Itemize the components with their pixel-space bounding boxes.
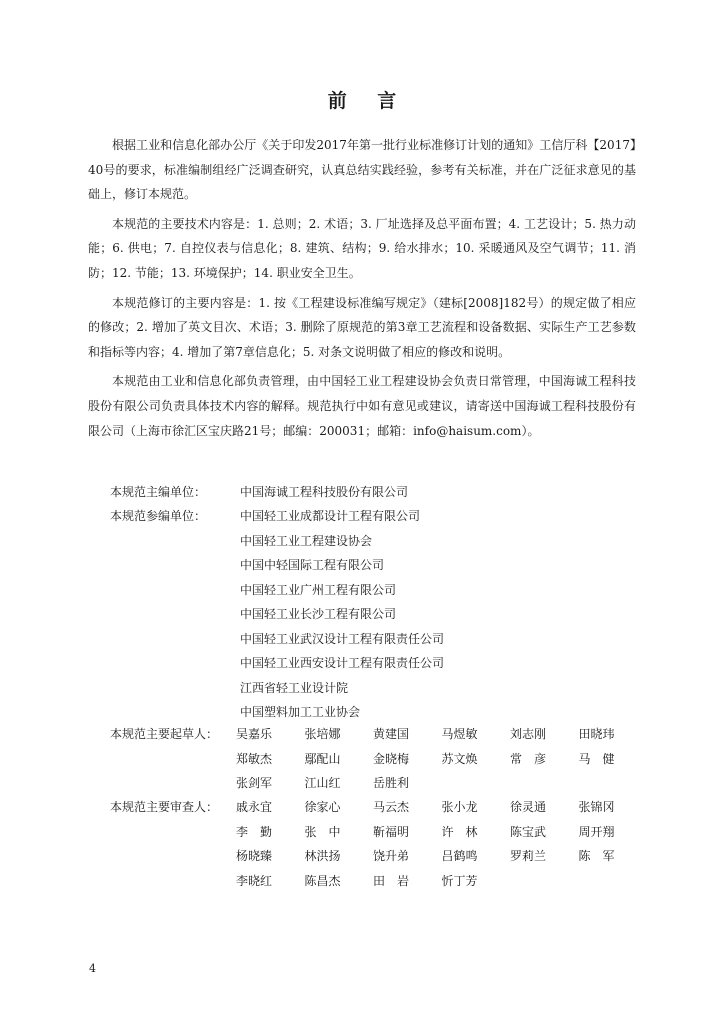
person-name: 陈昌杰 xyxy=(304,873,341,888)
person-name: 吴嘉乐 xyxy=(236,727,273,741)
person-name: 陈 军 xyxy=(578,849,615,863)
person-name: 马煜敏 xyxy=(441,727,478,741)
participating-org: 中国轻工业武汉设计工程有限责任公司 xyxy=(240,631,445,646)
person-name: 田晓玮 xyxy=(578,727,615,741)
person-name: 饶升弟 xyxy=(373,849,410,863)
participating-org: 中国轻工业成都设计工程有限公司 xyxy=(240,509,421,523)
participating-org: 中国轻工业广州工程有限公司 xyxy=(240,582,397,597)
page-title: 前 言 xyxy=(327,90,409,112)
person-name: 陈宝武 xyxy=(510,824,547,839)
paragraph-management: 本规范由工业和信息化部负责管理，由中国轻工业工程建设协会负责日常管理，中国海诚工程科技股份有限公司负责具体技术内容的解释。规范执行中如有意见或建议，请寄送中国海诚工程科技股份有限公司（上海市徐汇区宝庆路21号；邮编：200031；邮箱：info@haisum.com）。 xyxy=(88,374,636,438)
person-name: 李 勤 xyxy=(236,824,273,839)
participating-org: 江西省轻工业设计院 xyxy=(240,680,349,695)
person-name: 张锦冈 xyxy=(578,800,615,814)
person-name: 许 林 xyxy=(441,824,478,839)
person-name: 吕鹤鸣 xyxy=(441,849,478,863)
person-name: 张小龙 xyxy=(441,800,478,814)
person-name: 刘志刚 xyxy=(510,727,547,741)
person-name: 岳胜利 xyxy=(373,776,410,790)
person-name: 靳福明 xyxy=(373,824,410,839)
person-name: 马 健 xyxy=(578,751,615,766)
participating-org: 中国轻工业长沙工程有限公司 xyxy=(240,607,397,621)
person-name: 杨晓臻 xyxy=(236,849,273,863)
person-name: 张剑军 xyxy=(236,776,273,790)
preface-body xyxy=(88,133,636,448)
paragraph-basis: 根据工业和信息化部办公厅《关于印发2017年第一批行业标准修订计划的通知》工信厅科【2017】40号的要求，标准编制组经广泛调查研究，认真总结实践经验，参考有关标准，并在广泛征求意见的基础上，修订本规范。 xyxy=(88,138,636,202)
chief-editor-label: 本规范主编单位： xyxy=(110,485,207,499)
participating-label: 本规范参编单位： xyxy=(110,509,207,523)
person-name: 李晓红 xyxy=(236,873,273,888)
person-name: 徐家心 xyxy=(304,800,341,814)
person-name: 忻丁芳 xyxy=(441,873,478,888)
drafters-label: 本规范主要起草人： xyxy=(110,727,219,741)
person-name: 苏文焕 xyxy=(441,751,478,766)
person-name: 黄建国 xyxy=(373,727,410,741)
reviewers-label: 本规范主要审查人： xyxy=(110,800,219,814)
paragraph-revision-content: 本规范修订的主要内容是：1. 按《工程建设标准编写规定》（建标[2008]182号）的规定做了相应的修改；2. 增加了英文目次、术语；3. 删除了原规范的第3章工艺流程和设备数据、实际生产工艺参数和指标等内容；4. 增加了第7章信息化；5. 对条文说明做了相应的修改和说明。 xyxy=(88,295,636,359)
person-name: 江山红 xyxy=(304,776,341,790)
person-name: 常 彦 xyxy=(510,751,547,766)
person-name: 张培娜 xyxy=(304,727,341,741)
chief-editor-org: 中国海诚工程科技股份有限公司 xyxy=(240,485,409,499)
person-name: 周开翔 xyxy=(578,824,615,839)
person-name: 徐灵通 xyxy=(510,800,547,814)
person-name: 金晓梅 xyxy=(373,751,410,766)
person-name: 田 岩 xyxy=(373,873,410,888)
participating-org: 中国轻工业工程建设协会 xyxy=(240,533,373,548)
person-name: 罗莉兰 xyxy=(510,849,547,863)
person-name: 马云杰 xyxy=(373,800,410,814)
person-name: 戚永宜 xyxy=(236,800,273,814)
participating-org: 中国塑料加工工业协会 xyxy=(240,705,361,719)
person-name: 林洪扬 xyxy=(304,849,341,863)
paragraph-technical-content: 本规范的主要技术内容是：1. 总则；2. 术语；3. 厂址选择及总平面布置；4. 工艺设计；5. 热力动能；6. 供电；7. 自控仪表与信息化；8. 建筑、结构；9. 给水排水；10. 采暖通风及空气调节；11. 消防；12. 节能；13. 环境保护；14. 职业安全卫生。 xyxy=(88,216,636,280)
person-name: 鄢配山 xyxy=(304,751,341,766)
participating-org: 中国中轻国际工程有限公司 xyxy=(240,558,385,572)
participating-org: 中国轻工业西安设计工程有限责任公司 xyxy=(240,656,445,670)
participating-list xyxy=(240,504,640,725)
person-name: 郑敏杰 xyxy=(236,751,273,766)
page-number: 4 xyxy=(89,962,96,975)
person-name: 张 中 xyxy=(304,824,341,839)
